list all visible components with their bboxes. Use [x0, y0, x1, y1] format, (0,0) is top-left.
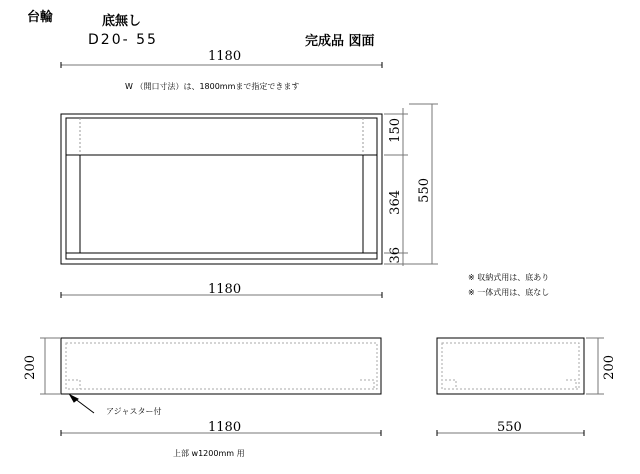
segment-label-top: 150	[388, 118, 403, 143]
model-number: D20- 55	[88, 32, 158, 48]
plinth-front-view	[40, 338, 381, 394]
footer-note: 上部 w1200mm 用	[173, 449, 245, 458]
front-elevation	[61, 114, 382, 264]
category-label: 台輪	[27, 10, 54, 25]
total-height-label: 550	[417, 178, 432, 203]
opening-width-note: W （開口寸法）は、1800mmまで指定できます	[125, 82, 300, 91]
adjuster-leader	[70, 395, 94, 413]
adjuster-label: アジャスター付	[106, 407, 162, 416]
front-bottom-width-label: 1180	[208, 282, 242, 297]
side-height-label: 200	[602, 355, 617, 380]
side-note-1: ※ 収納式用は、底あり	[468, 273, 550, 282]
side-note-2: ※ 一体式用は、底なし	[468, 288, 550, 297]
segment-label-middle: 364	[388, 190, 403, 215]
top-width-label: 1180	[208, 49, 242, 64]
plinth-width-label: 1180	[208, 420, 242, 435]
segment-label-bottom: 36	[388, 247, 403, 264]
side-depth-label: 550	[497, 420, 522, 435]
plinth-height-label: 200	[23, 355, 38, 380]
drawing-title: 完成品 図面	[305, 34, 375, 49]
type-label: 底無し	[102, 14, 142, 29]
